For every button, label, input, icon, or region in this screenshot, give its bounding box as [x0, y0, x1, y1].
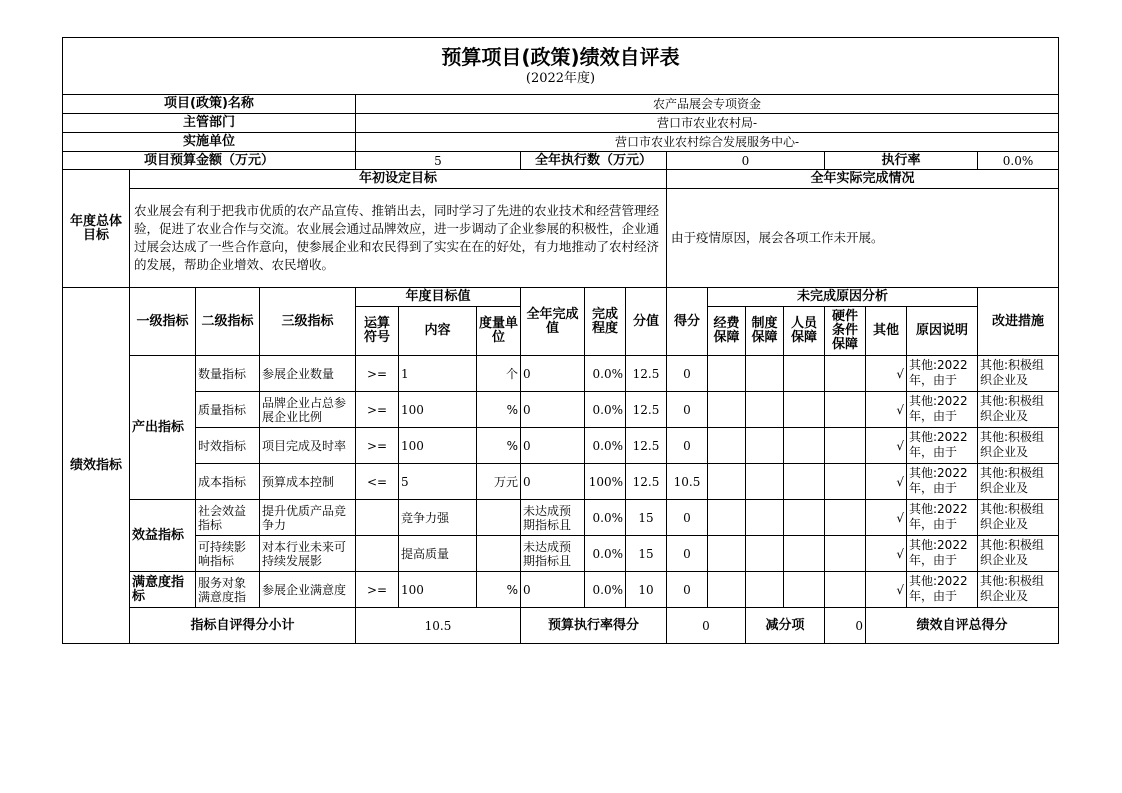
personnel-header: 人员保障 — [784, 307, 825, 356]
points-cell: 10 — [626, 572, 667, 608]
table-row — [63, 464, 1059, 500]
level3-cell: 对本行业未来可持续发展影 — [260, 536, 356, 572]
score-header: 得分 — [667, 288, 708, 356]
points-cell: 15 — [626, 536, 667, 572]
operator-cell — [356, 500, 399, 536]
form-subtitle: (2022年度) — [525, 71, 596, 86]
content-cell: 100 — [399, 572, 477, 608]
completion-header: 完成程度 — [585, 288, 626, 356]
actual-done-text: 由于疫情原因，展会各项工作未开展。 — [667, 189, 1059, 288]
measure-cell — [978, 356, 1059, 392]
table-row — [63, 572, 1059, 608]
reason-cell — [907, 500, 978, 536]
unit-cell: % — [477, 428, 521, 464]
operator-cell: >= — [356, 356, 399, 392]
initial-goal-text: 农业展会有利于把我市优质的农产品宣传、推销出去，同时学习了先进的农业技术和经营管理经验，促进了农业合作与交流。农业展会通过品牌效应，进一步调动了企业参展的积极性，企业通过展会达成了一些合作意向，使参展企业和农民得到了实实在在的好处，有力地推动了农村经济的发展，帮助企业增效、农民增收。 — [130, 189, 667, 288]
annual-exec-label: 全年执行数（万元） — [521, 152, 667, 170]
level2-cell: 质量指标 — [196, 392, 260, 428]
unit-cell — [477, 500, 521, 536]
measure-cell — [978, 392, 1059, 428]
unit-measure-header: 度量单位 — [477, 307, 521, 356]
evaluation-form — [62, 37, 1059, 644]
reason-text: 其他:2022年，由于 — [909, 358, 968, 387]
complete-cell: 未达成预期指标且 — [521, 500, 585, 536]
form-title: 预算项目(政策)绩效自评表 — [441, 45, 680, 69]
level2-cell: 时效指标 — [196, 428, 260, 464]
system-cell — [746, 464, 784, 500]
funding-header: 经费保障 — [708, 307, 746, 356]
score-value-header: 分值 — [626, 288, 667, 356]
satisfaction-indicator-label: 满意度指标 — [130, 572, 196, 608]
funding-cell — [708, 392, 746, 428]
personnel-cell — [784, 500, 825, 536]
complete-cell: 未达成预期指标且 — [521, 536, 585, 572]
annual-complete-header: 全年完成值 — [521, 288, 585, 356]
unfinished-reason-header: 未完成原因分析 — [708, 288, 978, 307]
content-cell: 5 — [399, 464, 477, 500]
measure-text: 其他:积极组织企业及 — [980, 502, 1045, 531]
table-row — [63, 356, 1059, 392]
system-cell — [746, 428, 784, 464]
measure-text: 其他:积极组织企业及 — [980, 430, 1045, 459]
level2-cell: 社会效益指标 — [196, 500, 260, 536]
measure-cell — [978, 572, 1059, 608]
measure-text: 其他:积极组织企业及 — [980, 394, 1045, 423]
operator-cell: <= — [356, 464, 399, 500]
annual-exec-value: 0 — [667, 152, 825, 170]
degree-cell: 0.0% — [585, 392, 626, 428]
degree-cell: 100% — [585, 464, 626, 500]
department-label: 主管部门 — [63, 114, 356, 133]
system-cell — [746, 536, 784, 572]
hardware-cell — [825, 500, 866, 536]
content-cell: 提高质量 — [399, 536, 477, 572]
operator-cell: >= — [356, 392, 399, 428]
reason-cell — [907, 572, 978, 608]
hardware-cell — [825, 392, 866, 428]
funding-cell — [708, 536, 746, 572]
reason-cell — [907, 536, 978, 572]
summary-row — [63, 608, 1059, 644]
content-cell: 100 — [399, 392, 477, 428]
table-row — [63, 500, 1059, 536]
subtotal-label: 指标自评得分小计 — [130, 608, 356, 644]
operator-cell: >= — [356, 572, 399, 608]
exec-rate-label: 执行率 — [825, 152, 978, 170]
content-header: 内容 — [399, 307, 477, 356]
benefit-indicator-label: 效益指标 — [130, 500, 196, 572]
measure-cell — [978, 464, 1059, 500]
points-cell: 12.5 — [626, 428, 667, 464]
reason-text: 其他:2022年，由于 — [909, 574, 968, 603]
personnel-cell — [784, 464, 825, 500]
level3-cell: 参展企业数量 — [260, 356, 356, 392]
system-header: 制度保障 — [746, 307, 784, 356]
other-check: √ — [866, 500, 907, 536]
unit-value: 营口市农业农村综合发展服务中心- — [356, 133, 1059, 152]
reason-cell — [907, 464, 978, 500]
funding-cell — [708, 500, 746, 536]
degree-cell: 0.0% — [585, 356, 626, 392]
level3-cell: 提升优质产品竞争力 — [260, 500, 356, 536]
hardware-cell — [825, 428, 866, 464]
operator-cell — [356, 536, 399, 572]
points-cell: 15 — [626, 500, 667, 536]
score-cell: 0 — [667, 428, 708, 464]
score-cell: 0 — [667, 392, 708, 428]
level3-header: 三级指标 — [260, 288, 356, 356]
level2-cell: 成本指标 — [196, 464, 260, 500]
project-name-label: 项目(政策)名称 — [63, 95, 356, 114]
reason-cell — [907, 392, 978, 428]
personnel-cell — [784, 536, 825, 572]
hardware-cell — [825, 356, 866, 392]
level3-cell: 项目完成及时率 — [260, 428, 356, 464]
level2-cell: 可持续影响指标 — [196, 536, 260, 572]
hardware-cell — [825, 572, 866, 608]
hardware-cell — [825, 536, 866, 572]
evaluation-table — [62, 37, 1059, 644]
unit-cell — [477, 536, 521, 572]
score-cell: 0 — [667, 356, 708, 392]
complete-cell: 0 — [521, 572, 585, 608]
level2-cell: 服务对象满意度指 — [196, 572, 260, 608]
measure-cell — [978, 500, 1059, 536]
unit-cell: 万元 — [477, 464, 521, 500]
unit-cell: % — [477, 572, 521, 608]
deduction-label: 减分项 — [746, 608, 825, 644]
personnel-cell — [784, 572, 825, 608]
budget-exec-score-label: 预算执行率得分 — [521, 608, 667, 644]
reason-cell — [907, 356, 978, 392]
hardware-cell — [825, 464, 866, 500]
funding-cell — [708, 464, 746, 500]
personnel-cell — [784, 392, 825, 428]
system-cell — [746, 572, 784, 608]
reason-desc-header: 原因说明 — [907, 307, 978, 356]
title-cell — [63, 38, 1059, 95]
other-check: √ — [866, 464, 907, 500]
annual-target-header: 年度目标值 — [356, 288, 521, 307]
other-check: √ — [866, 356, 907, 392]
measure-cell — [978, 536, 1059, 572]
other-check: √ — [866, 536, 907, 572]
personnel-cell — [784, 428, 825, 464]
table-row — [63, 392, 1059, 428]
budget-exec-score-value: 0 — [667, 608, 746, 644]
other-header: 其他 — [866, 307, 907, 356]
degree-cell: 0.0% — [585, 500, 626, 536]
score-cell: 0 — [667, 536, 708, 572]
measure-text: 其他:积极组织企业及 — [980, 358, 1045, 387]
level2-header: 二级指标 — [196, 288, 260, 356]
system-cell — [746, 500, 784, 536]
annual-goal-label: 年度总体目标 — [63, 170, 130, 288]
personnel-cell — [784, 356, 825, 392]
complete-cell: 0 — [521, 356, 585, 392]
project-name-value: 农产品展会专项资金 — [356, 95, 1059, 114]
score-cell: 10.5 — [667, 464, 708, 500]
reason-text: 其他:2022年，由于 — [909, 502, 968, 531]
measure-text: 其他:积极组织企业及 — [980, 538, 1045, 567]
level3-cell: 预算成本控制 — [260, 464, 356, 500]
level3-cell: 品牌企业占总参展企业比例 — [260, 392, 356, 428]
department-value: 营口市农业农村局- — [356, 114, 1059, 133]
measure-cell — [978, 428, 1059, 464]
degree-cell: 0.0% — [585, 572, 626, 608]
other-check: √ — [866, 572, 907, 608]
measure-text: 其他:积极组织企业及 — [980, 574, 1045, 603]
system-cell — [746, 356, 784, 392]
level3-cell: 参展企业满意度 — [260, 572, 356, 608]
hardware-header: 硬件条件保障 — [825, 307, 866, 356]
table-row — [63, 536, 1059, 572]
degree-cell: 0.0% — [585, 536, 626, 572]
complete-cell: 0 — [521, 464, 585, 500]
unit-cell: 个 — [477, 356, 521, 392]
improvement-header: 改进措施 — [978, 288, 1059, 356]
score-cell: 0 — [667, 572, 708, 608]
other-check: √ — [866, 392, 907, 428]
unit-label: 实施单位 — [63, 133, 356, 152]
level1-header: 一级指标 — [130, 288, 196, 356]
table-row — [63, 428, 1059, 464]
measure-text: 其他:积极组织企业及 — [980, 466, 1045, 495]
content-cell: 1 — [399, 356, 477, 392]
actual-done-label: 全年实际完成情况 — [667, 170, 1059, 189]
complete-cell: 0 — [521, 392, 585, 428]
points-cell: 12.5 — [626, 356, 667, 392]
deduction-value: 0 — [825, 608, 866, 644]
content-cell: 100 — [399, 428, 477, 464]
reason-cell — [907, 428, 978, 464]
subtotal-value: 10.5 — [356, 608, 521, 644]
budget-amount-label: 项目预算金额（万元） — [63, 152, 356, 170]
other-check: √ — [866, 428, 907, 464]
content-cell: 竞争力强 — [399, 500, 477, 536]
exec-rate-value: 0.0% — [978, 152, 1059, 170]
output-indicator-label: 产出指标 — [130, 356, 196, 500]
operator-header: 运算符号 — [356, 307, 399, 356]
funding-cell — [708, 356, 746, 392]
reason-text: 其他:2022年，由于 — [909, 538, 968, 567]
initial-goal-label: 年初设定目标 — [130, 170, 667, 189]
level2-cell: 数量指标 — [196, 356, 260, 392]
reason-text: 其他:2022年，由于 — [909, 394, 968, 423]
points-cell: 12.5 — [626, 392, 667, 428]
operator-cell: >= — [356, 428, 399, 464]
total-score-label: 绩效自评总得分 — [866, 608, 1059, 644]
funding-cell — [708, 428, 746, 464]
reason-text: 其他:2022年，由于 — [909, 430, 968, 459]
unit-cell: % — [477, 392, 521, 428]
points-cell: 12.5 — [626, 464, 667, 500]
perf-indicators-label: 绩效指标 — [63, 288, 130, 644]
funding-cell — [708, 572, 746, 608]
score-cell: 0 — [667, 500, 708, 536]
budget-amount-value: 5 — [356, 152, 521, 170]
system-cell — [746, 392, 784, 428]
complete-cell: 0 — [521, 428, 585, 464]
degree-cell: 0.0% — [585, 428, 626, 464]
reason-text: 其他:2022年，由于 — [909, 466, 968, 495]
